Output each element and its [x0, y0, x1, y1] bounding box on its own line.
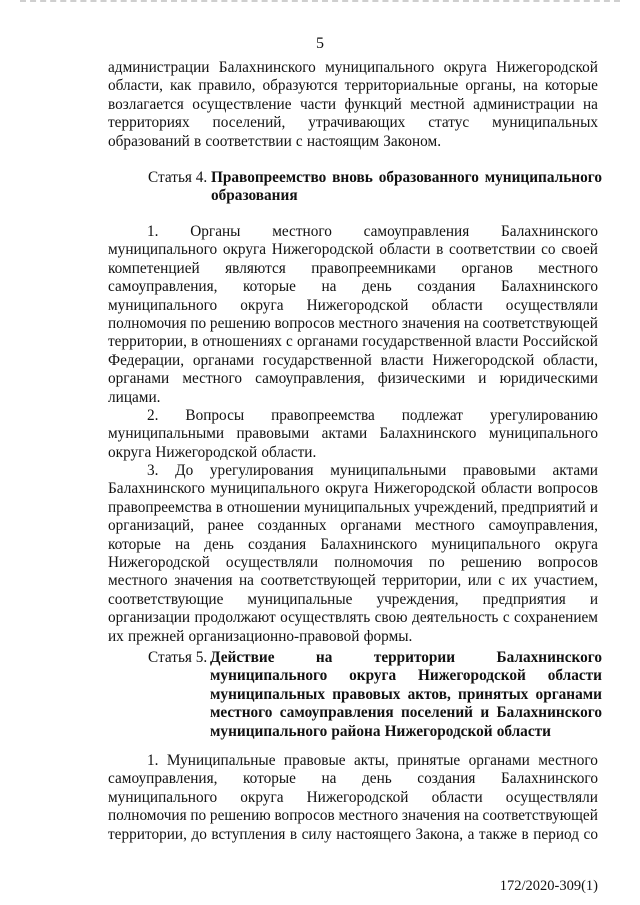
word: Нижегородской — [432, 351, 535, 369]
word: самоуправления, — [255, 370, 365, 388]
word: и — [589, 590, 598, 608]
word: а — [467, 825, 475, 843]
word: 1. — [147, 752, 159, 769]
word: округа — [349, 667, 397, 685]
word: округа — [222, 241, 267, 259]
word: день — [362, 278, 392, 296]
word: территории — [373, 649, 456, 666]
word: день — [362, 770, 392, 788]
text-line — [108, 628, 598, 646]
word: настоящего — [336, 825, 412, 843]
word: на — [463, 807, 479, 825]
word: До — [175, 462, 194, 480]
word: решению — [209, 314, 271, 332]
word: до — [191, 825, 207, 843]
word: осуществление — [192, 95, 292, 113]
word: соответствии — [449, 241, 536, 259]
word: их — [511, 572, 528, 590]
text-line — [108, 223, 598, 241]
word: решению — [460, 554, 522, 572]
word: самоуправления, — [488, 517, 598, 535]
word: Федерации, — [108, 351, 185, 369]
text-line — [211, 169, 602, 187]
word: поселений, — [212, 114, 286, 132]
word: правопреемства — [108, 498, 212, 516]
word: Нижегородской — [384, 722, 493, 740]
word: продолжают — [194, 609, 276, 627]
word: акты, — [353, 752, 389, 769]
text-line — [108, 554, 598, 572]
word: округа — [108, 443, 152, 461]
word: и — [480, 704, 490, 722]
word: их — [108, 627, 124, 645]
word: в — [215, 498, 224, 516]
word: на — [582, 95, 598, 113]
text-line — [108, 536, 598, 554]
word: организации — [108, 609, 191, 627]
word: свою — [374, 609, 408, 627]
word: с — [498, 572, 506, 590]
word: в — [521, 825, 529, 843]
word: области — [481, 480, 533, 498]
text-line — [211, 187, 602, 205]
word: самоуправления, — [108, 770, 218, 788]
word: Балахнинского — [501, 770, 598, 788]
word: актами — [552, 462, 598, 480]
word: органами — [535, 685, 602, 703]
word: округа — [443, 59, 487, 76]
text-line — [108, 370, 598, 388]
word: округа — [240, 788, 284, 806]
word: Действие — [210, 649, 275, 666]
page-number: 5 — [316, 35, 324, 52]
word: области — [431, 296, 483, 314]
word: органами — [468, 752, 530, 769]
word: значения — [174, 572, 233, 590]
word: органов — [461, 259, 513, 277]
word: лицами. — [108, 388, 161, 406]
text-line — [108, 609, 598, 627]
word: муниципальными — [330, 462, 447, 480]
word: и — [478, 370, 487, 388]
word: муниципальных — [210, 685, 325, 703]
text-line — [108, 807, 598, 825]
word: района — [331, 722, 381, 740]
word: муниципального — [210, 480, 320, 498]
article-5-label: Статья 5. — [148, 649, 208, 666]
word: полномочия — [108, 807, 187, 825]
word: значения — [401, 314, 461, 332]
word: осуществлять — [280, 609, 371, 627]
word: Балахнинского — [501, 278, 598, 296]
word: или — [467, 572, 492, 590]
word: со — [583, 825, 598, 843]
word: территории, — [108, 333, 187, 351]
word: соответствующей — [260, 572, 376, 590]
word: местного — [538, 752, 598, 769]
word: сохранением — [514, 609, 598, 627]
word: которые — [243, 770, 296, 788]
word: принятых — [458, 685, 529, 703]
word: силу — [301, 825, 332, 843]
word: на — [321, 770, 337, 788]
word: муниципального — [488, 425, 598, 443]
word: юридическими — [499, 370, 598, 388]
word: значения — [401, 807, 461, 825]
word: урегулированию — [489, 406, 598, 424]
word: и — [589, 498, 598, 516]
word: формы. — [363, 627, 413, 645]
word: органами — [296, 333, 359, 351]
word: Балахнинского — [218, 59, 316, 76]
word: созданных — [257, 517, 327, 535]
word: деятельность — [412, 609, 499, 627]
word: на — [522, 77, 538, 95]
word: на — [175, 535, 191, 553]
word: урегулирования — [209, 462, 314, 480]
word: государственной — [262, 351, 372, 369]
word: 3. — [147, 462, 159, 480]
text-line — [108, 425, 598, 443]
word: принятые — [397, 752, 461, 769]
word: территориях — [108, 114, 190, 132]
word: прежней — [127, 627, 185, 645]
word: Нижегородской — [417, 667, 526, 685]
word: полномочия — [334, 554, 413, 572]
word: местного — [415, 517, 475, 535]
word: отношениях — [202, 333, 282, 351]
document-code: 172/2020-309(1) — [499, 878, 598, 894]
word: на — [463, 314, 479, 332]
text-line — [108, 752, 598, 770]
word: местной — [410, 95, 465, 113]
word: утрачивающих — [308, 114, 406, 132]
word: на — [238, 572, 254, 590]
word: организационно-правовой — [188, 627, 360, 645]
word: муниципального — [431, 535, 541, 553]
word: учреждений, — [414, 498, 498, 516]
word: органами — [192, 351, 255, 369]
word: образования — [211, 187, 298, 205]
word: власти — [380, 351, 424, 369]
word: вопросов — [274, 807, 335, 825]
word: территории, — [382, 572, 462, 590]
word: настоящим — [306, 132, 380, 150]
text-line — [108, 407, 598, 425]
word: органами — [340, 517, 402, 535]
word: отношении — [227, 498, 301, 516]
word: правопреемниками — [311, 259, 436, 277]
text-line — [108, 770, 598, 788]
text-line — [108, 96, 598, 114]
word: местного — [108, 572, 168, 590]
word: власти — [475, 333, 519, 351]
word: области. — [261, 443, 317, 461]
word: Муниципальные — [166, 752, 276, 769]
word: актами — [321, 425, 368, 443]
word: муниципального — [210, 667, 328, 685]
text-line — [108, 462, 598, 480]
text-line — [108, 241, 598, 259]
word: своей — [561, 241, 598, 259]
word: области — [547, 667, 602, 685]
word: учреждения, — [376, 590, 459, 608]
text-line — [108, 77, 598, 95]
word: органы, — [465, 77, 516, 95]
word: самоуправления — [363, 223, 470, 240]
word: Нижегородской — [108, 554, 210, 572]
word: самоуправления, — [108, 278, 218, 296]
word: являются — [225, 259, 286, 277]
word: Российской — [522, 333, 598, 351]
article-5-title — [210, 649, 602, 741]
word: Нижегородской — [155, 443, 258, 461]
text-line — [210, 704, 602, 722]
word: осуществляли — [225, 554, 319, 572]
word: Нижегородской — [271, 241, 374, 259]
word: муниципальных — [492, 114, 598, 132]
article-4-body — [108, 223, 598, 646]
word: компетенцией — [108, 259, 200, 277]
word: образований — [108, 132, 190, 150]
text-line — [108, 59, 598, 77]
word: Балахнинского — [379, 425, 477, 443]
word: актов, — [407, 685, 451, 703]
word: которые — [544, 77, 598, 95]
word: осуществляли — [505, 788, 598, 806]
word: области — [496, 722, 551, 740]
word: Закона, — [415, 825, 464, 843]
text-line — [210, 667, 602, 685]
word: местного — [538, 259, 598, 277]
word: муниципального — [108, 788, 218, 806]
text-line — [108, 826, 598, 844]
word: в — [436, 241, 444, 259]
article-4-title — [211, 169, 602, 206]
word: образованного — [378, 169, 479, 186]
word: Балахнинского — [320, 535, 418, 553]
text-line — [210, 686, 602, 704]
word: вновь — [332, 169, 373, 186]
text-line — [108, 444, 598, 462]
word: по — [190, 314, 207, 332]
word: Нижегородской — [496, 59, 598, 76]
word: части — [299, 95, 337, 113]
text-line — [108, 591, 598, 609]
word: местного — [338, 807, 399, 825]
word: период — [533, 825, 580, 843]
word: вопросов — [537, 480, 598, 498]
word: предприятий — [501, 498, 586, 516]
word: образуются — [262, 77, 338, 95]
word: правовыми — [236, 425, 310, 443]
word: которые — [243, 278, 296, 296]
word: области, — [108, 77, 163, 95]
word: администрации — [473, 95, 575, 113]
word: Законом. — [383, 132, 442, 150]
text-line — [108, 789, 598, 807]
word: муниципального — [325, 59, 435, 76]
word: местного — [210, 704, 273, 722]
word: муниципального — [108, 296, 218, 314]
word: Нижегородской — [306, 296, 409, 314]
word: вопросов — [274, 314, 335, 332]
word: Балахнинского — [496, 649, 602, 666]
text-line — [108, 278, 598, 296]
word: муниципального — [210, 722, 328, 740]
text-line — [108, 480, 598, 498]
word: осуществляли — [505, 296, 598, 314]
word: поселений — [400, 704, 473, 722]
text-line — [210, 649, 602, 667]
word: как — [169, 77, 192, 95]
word: муниципального — [484, 169, 602, 186]
word: области — [431, 788, 483, 806]
word: Вопросы — [185, 406, 245, 424]
word: с — [502, 609, 510, 627]
word: на — [315, 649, 333, 666]
word: правовые — [283, 752, 346, 769]
word: Балахнинского — [496, 704, 602, 722]
word: в — [191, 333, 199, 351]
word: создания — [417, 770, 476, 788]
text-line — [108, 499, 598, 517]
text-line — [108, 389, 598, 407]
word: округа — [325, 480, 369, 498]
word: администрации — [108, 59, 210, 76]
word: создания — [417, 278, 476, 296]
word: муниципальными — [108, 425, 225, 443]
word: в — [289, 825, 298, 843]
article-4-label: Статья 4. — [148, 169, 208, 186]
word: день — [204, 535, 234, 553]
word: вопросов — [537, 554, 598, 572]
word: на — [321, 278, 337, 296]
word: 1. — [147, 223, 159, 240]
word: по — [190, 807, 207, 825]
text-line — [108, 333, 598, 351]
word: Нижегородской — [373, 480, 476, 498]
intro-paragraph — [108, 59, 598, 151]
word: государственной — [362, 333, 472, 351]
word: решению — [209, 807, 271, 825]
text-line — [210, 723, 602, 741]
word: области, — [543, 351, 598, 369]
word: органами — [108, 370, 170, 388]
word: соответствующие — [108, 590, 224, 608]
word: ранее — [207, 517, 244, 535]
word: с — [295, 132, 303, 150]
word: по — [428, 554, 445, 572]
word: муниципального — [108, 241, 218, 259]
word: правопреемства — [271, 406, 375, 424]
article-5-body — [108, 752, 598, 844]
word: местного — [182, 370, 243, 388]
word: которые — [108, 535, 161, 553]
word: территориальные — [344, 77, 459, 95]
word: вступления — [211, 825, 286, 843]
word: статус — [428, 114, 470, 132]
word: соответствующей — [482, 807, 598, 825]
word: самоуправления — [279, 704, 394, 722]
word: с — [286, 333, 293, 351]
word: муниципальные — [247, 590, 353, 608]
word: соответствующей — [482, 314, 598, 332]
word: полномочия — [108, 314, 187, 332]
word: области — [379, 241, 431, 259]
word: округа — [554, 535, 598, 553]
text-line — [108, 572, 598, 590]
word: Правопреемство — [211, 169, 327, 186]
word: соответствии — [205, 132, 292, 150]
word: подлежат — [401, 406, 463, 424]
text-line — [108, 133, 598, 151]
text-line — [108, 114, 598, 132]
page-top-edge — [20, 0, 620, 4]
word: территории, — [108, 825, 187, 843]
word: округа — [240, 296, 284, 314]
word: участием, — [533, 572, 598, 590]
word: организаций, — [108, 517, 194, 535]
word: функций — [344, 95, 402, 113]
word: Балахнинского — [108, 480, 205, 498]
text-line — [108, 260, 598, 278]
word: правило, — [198, 77, 256, 95]
text-line — [108, 297, 598, 315]
word: Балахнинского — [501, 223, 598, 240]
word: возлагается — [108, 95, 184, 113]
word: со — [541, 241, 556, 259]
word: также — [478, 825, 518, 843]
word: правовыми — [463, 462, 536, 480]
word: создания — [248, 535, 307, 553]
word: Нижегородской — [306, 788, 409, 806]
word: в — [193, 132, 202, 150]
word: местного — [272, 223, 332, 240]
text-line — [108, 352, 598, 370]
word: физическими — [377, 370, 466, 388]
text-line — [108, 315, 598, 333]
word: местного — [338, 314, 399, 332]
word: 2. — [147, 406, 159, 424]
text-line — [108, 517, 598, 535]
word: муниципальных — [304, 498, 411, 516]
word: предприятия — [482, 590, 566, 608]
word: правовых — [332, 685, 401, 703]
word: Органы — [190, 223, 241, 240]
